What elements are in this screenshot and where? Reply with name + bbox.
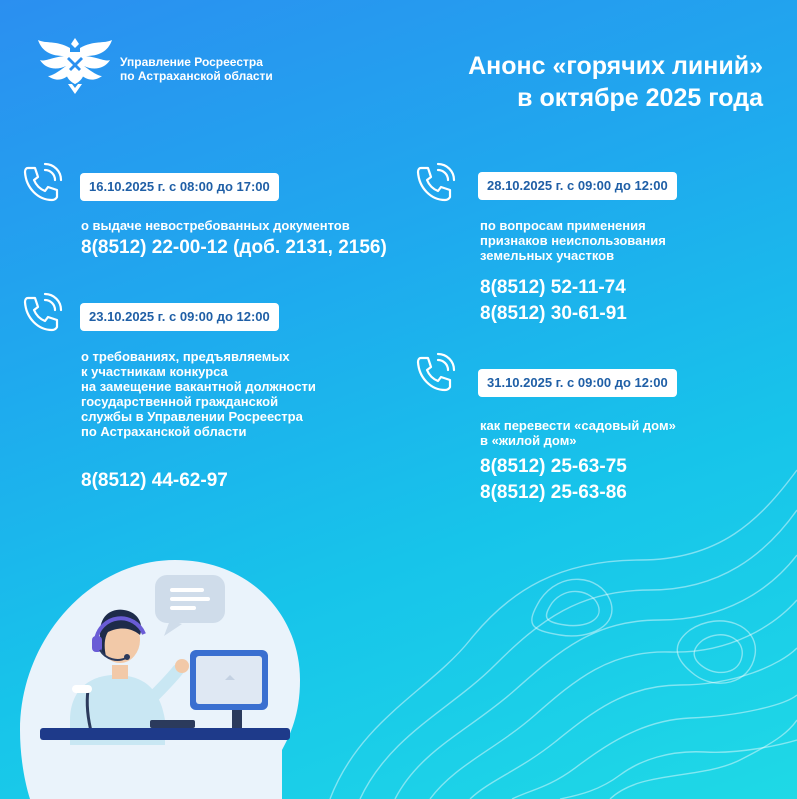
phone-number: 8(8512) 44-62-97 <box>81 470 228 491</box>
hotline-3-phones <box>480 275 627 327</box>
phone-icon <box>413 162 457 206</box>
desk <box>40 728 290 740</box>
keyboard <box>150 720 195 728</box>
hotline-2-phones <box>81 468 228 494</box>
org-line-1: Управление Росреестра <box>120 55 263 69</box>
hotline-1-date: 16.10.2025 г. с 08:00 до 17:00 <box>80 173 279 201</box>
hotline-3-date: 28.10.2025 г. с 09:00 до 12:00 <box>478 172 677 200</box>
org-line-2: по Астраханской области <box>120 69 273 83</box>
phone-number: 8(8512) 52-11-74 <box>480 277 626 298</box>
hotline-1-phones <box>81 235 387 261</box>
phone-number: 8(8512) 22-00-12 (доб. 2131, 2156) <box>81 237 387 258</box>
phone-number: 8(8512) 25-63-75 <box>480 456 627 477</box>
phone-icon <box>413 352 457 396</box>
phone-number: 8(8512) 25-63-86 <box>480 482 627 503</box>
organization-name <box>120 55 273 83</box>
eagle-emblem-icon <box>36 30 114 102</box>
hotline-3-topic: по вопросам применения признаков неиспользования земельных участков <box>480 218 666 263</box>
hotline-4-date: 31.10.2025 г. с 09:00 до 12:00 <box>478 369 677 397</box>
headline <box>468 50 763 114</box>
phone-number: 8(8512) 30-61-91 <box>480 303 627 324</box>
hotline-4-topic: как перевести «садовый дом» в «жилой дом» <box>480 418 676 448</box>
headline-line-1: Анонс «горячих линий» <box>468 52 763 80</box>
hotline-2-date: 23.10.2025 г. с 09:00 до 12:00 <box>80 303 279 331</box>
headline-line-2: в октябре 2025 года <box>517 84 763 112</box>
hotline-2-topic: о требованиях, предъявляемых к участникам конкурса на замещение вакантной должности государственной гражданской службы в Управлении Росреестра по Астраханской области <box>81 349 316 439</box>
phone-icon <box>20 292 64 336</box>
operator-illustration <box>0 520 320 799</box>
hotline-4-phones <box>480 454 627 506</box>
hotline-1-topic: о выдаче невостребованных документов <box>81 218 350 233</box>
phone-icon <box>20 162 64 206</box>
